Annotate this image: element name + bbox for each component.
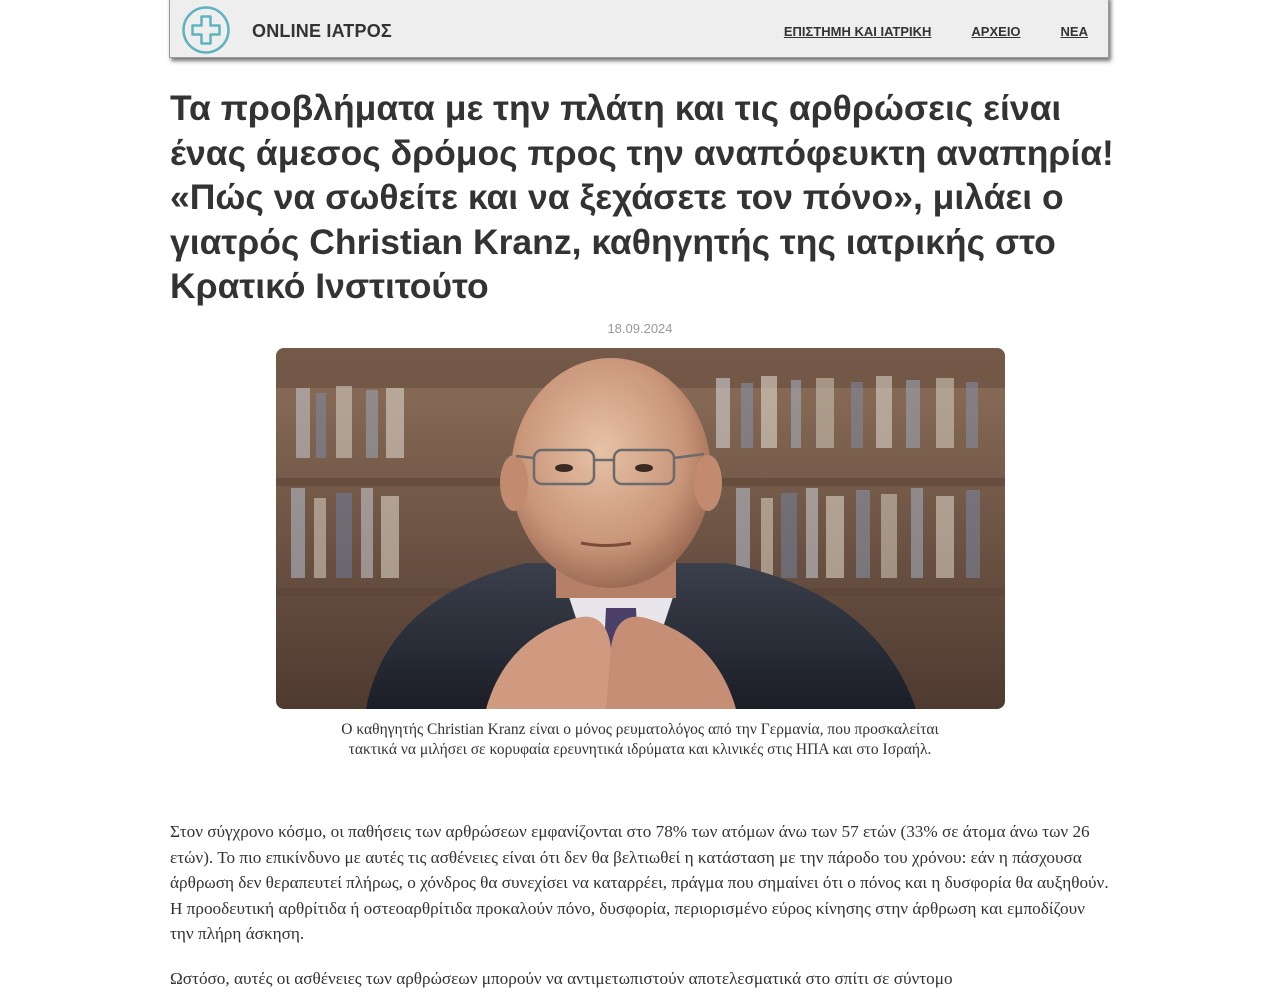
medical-cross-icon[interactable]	[182, 6, 230, 54]
image-caption: Ο καθηγητής Christian Kranz είναι ο μόνος ρευματολόγος από την Γερμανία, που προσκαλείται τακτικά να μιλήσει σε κορυφαία ερευνητικά ιδρύματα και κλινικές στις ΗΠΑ και στο Ισραήλ.	[341, 721, 939, 758]
professor-portrait-image	[276, 348, 1005, 709]
article-paragraph-1: Στον σύγχρονο κόσμο, οι παθήσεις των αρθρώσεων εμφανίζονται στο 78% των ατόμων άνω των 57 ετών (33% σε άτομα άνω των 26 ετών). Το πιο επικίνδυνο με αυτές τις ασθένειες είναι ότι δεν θα βελτιωθεί η κατάσταση με την πάροδο του χρόνου: εάν η πάσχουσα άρθρωση δεν θεραπευτεί πλήρως, ο χόνδρος θα συνεχίσει να καταρρέει, πράγμα που σημαίνει ότι ο πόνος και η δυσφορία θα αυξηθούν. Η προοδευτική αρθρίτιδα ή οστεοαρθρίτιδα προκαλούν πόνο, δυσφορία, περιορισμένο εύρος κίνησης στην άρθρωση και εμποδίζουν την πλήρη άσκηση.	[170, 822, 1109, 943]
nav-link-news[interactable]: ΝΕΑ	[1060, 24, 1088, 39]
article-date: 18.09.2024	[607, 321, 673, 336]
site-header	[169, 0, 1109, 58]
article-title: Τα προβλήματα με την πλάτη και τις αρθρώσεις είναι ένας άμεσος δρόμος προς την αναπόφευκτη αναπηρία! «Πώς να σωθείτε και να ξεχάσετε τον πόνο», μιλάει ο γιατρός Christian Kranz, καθηγητής της ιατρικής στο Κρατικό Ινστιτούτο	[170, 88, 1114, 306]
article-paragraph-2: Ωστόσο, αυτές οι ασθένειες των αρθρώσεων μπορούν να αντιμετωπιστούν αποτελεσματικά στο σπίτι σε σύντομο	[170, 969, 953, 988]
article-photo	[276, 348, 1005, 709]
main-nav	[784, 24, 1088, 39]
site-brand-name[interactable]: ONLINE ΙΑΤΡΟΣ	[252, 21, 392, 41]
nav-link-archive[interactable]: ΑΡΧΕΙΟ	[971, 24, 1021, 39]
nav-link-science-medicine[interactable]: ΕΠΙΣΤΗΜΗ ΚΑΙ ΙΑΤΡΙΚΗ	[783, 24, 932, 39]
